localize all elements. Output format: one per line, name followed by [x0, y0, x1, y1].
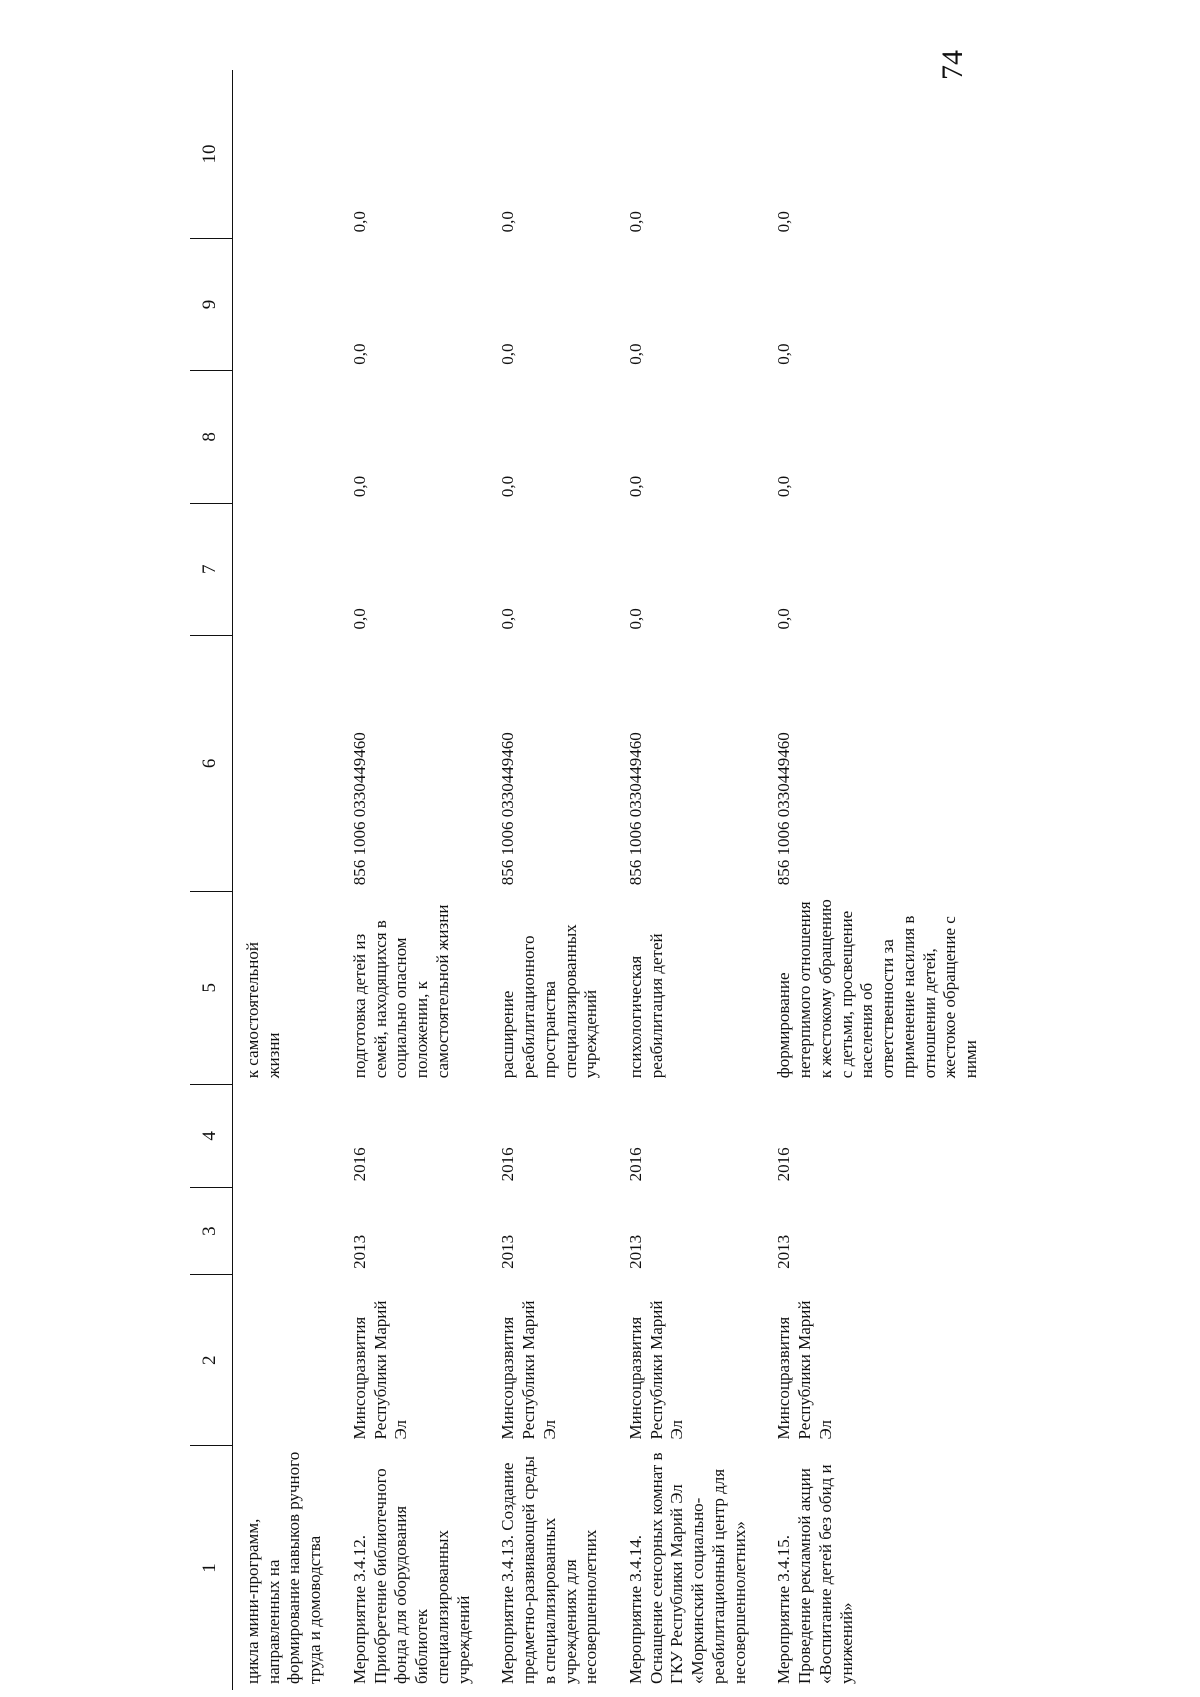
value-cell: 0,0 — [349, 475, 369, 498]
column-header: 7 — [190, 503, 233, 635]
executor-cell — [233, 1275, 340, 1446]
activity-cell: Мероприятие 3.4.15. Проведение рекламной акции «Воспитание детей без обид и унижений» — [774, 1464, 856, 1684]
value-cell: 0,0 — [349, 608, 369, 630]
start-year-cell: 2013 — [498, 1234, 518, 1269]
value-cell: 0,0 — [498, 343, 518, 365]
executor-cell: Минсоцразвития Республики Марий Эл — [349, 1300, 411, 1440]
value-cell: 0,0 — [774, 343, 794, 365]
value-cell — [233, 503, 340, 635]
end-year-cell: 2016 — [774, 1147, 794, 1182]
start-year-cell — [233, 1187, 340, 1275]
value-cell: 0,0 — [498, 608, 518, 630]
budget-code-cell: 856 1006 0330449460 — [774, 732, 794, 886]
executor-cell: Минсоцразвития Республики Марий Эл — [774, 1300, 835, 1440]
activity-cell: цикла мини-программ, направленных на формирование навыков ручного труда и домоводства — [243, 1451, 325, 1684]
column-header: 5 — [190, 891, 233, 1084]
end-year-cell: 2016 — [626, 1147, 646, 1182]
column-header: 1 — [190, 1445, 233, 1690]
column-header: 9 — [190, 238, 233, 370]
value-cell: 0,0 — [626, 475, 646, 498]
rotated-table-sheet — [190, 70, 1030, 1690]
table-row — [616, 70, 764, 1690]
value-cell — [233, 70, 340, 238]
page-number: 74 — [936, 50, 969, 80]
result-cell: подготовка детей из семей, находящихся в социально опасном положении, к самостоятельной жизни — [349, 904, 452, 1079]
table-row — [488, 70, 616, 1690]
result-cell: расширение реабилитационного пространства специализированных учреждений — [498, 924, 601, 1079]
activity-cell: Мероприятие 3.4.12. Приобретение библиотечного фонда для оборудования библиотек специализированных учреждений — [349, 1468, 473, 1684]
activity-cell: Мероприятие 3.4.13. Создание предметно-развивающей среды в специализированных учреждениях для несовершеннолетних — [498, 1456, 601, 1684]
column-number-header-row — [190, 70, 233, 1690]
value-cell: 0,0 — [774, 608, 794, 630]
column-header: 8 — [190, 371, 233, 503]
executor-cell: Минсоцразвития Республики Марий Эл — [498, 1300, 559, 1440]
value-cell — [233, 371, 340, 503]
value-cell: 0,0 — [498, 211, 518, 233]
result-cell: формирование нетерпимого отношения к жестокому обращению с детьми, просвещение населения об ответственности за применение насилия в отношении детей, жестокое обращение с ними — [774, 899, 981, 1079]
value-cell: 0,0 — [349, 343, 369, 365]
budget-code-cell: 856 1006 0330449460 — [626, 732, 646, 886]
start-year-cell: 2013 — [349, 1234, 369, 1269]
activity-cell: Мероприятие 3.4.14. Оснащение сенсорных комнат в ГКУ Республики Марий Эл «Моркинский социально-реабилитационный центр для несовершеннолетних» — [626, 1452, 749, 1684]
value-cell: 0,0 — [626, 343, 646, 365]
value-cell: 0,0 — [774, 211, 794, 233]
table-row — [340, 70, 488, 1690]
value-cell: 0,0 — [626, 608, 646, 630]
end-year-cell — [233, 1084, 340, 1187]
start-year-cell: 2013 — [774, 1234, 794, 1269]
column-header: 2 — [190, 1275, 233, 1446]
table-row — [233, 70, 340, 1690]
program-activities-table — [190, 70, 996, 1690]
budget-code-cell: 856 1006 0330449460 — [498, 732, 518, 886]
value-cell: 0,0 — [498, 475, 518, 498]
column-header: 6 — [190, 635, 233, 891]
start-year-cell: 2013 — [626, 1234, 646, 1269]
column-header: 3 — [190, 1187, 233, 1275]
executor-cell: Минсоцразвития Республики Марий Эл — [626, 1300, 687, 1440]
end-year-cell: 2016 — [498, 1147, 518, 1182]
budget-code-cell — [233, 635, 340, 891]
budget-code-cell: 856 1006 0330449460 — [349, 732, 369, 886]
table-row — [764, 70, 995, 1690]
value-cell: 0,0 — [349, 211, 369, 233]
end-year-cell: 2016 — [349, 1147, 369, 1182]
value-cell: 0,0 — [774, 475, 794, 498]
result-cell: психологическая реабилитация детей — [626, 933, 666, 1079]
result-cell: к самостоятельной жизни — [243, 942, 283, 1079]
value-cell: 0,0 — [626, 211, 646, 233]
value-cell — [233, 238, 340, 370]
column-header: 10 — [190, 70, 233, 238]
column-header: 4 — [190, 1084, 233, 1187]
